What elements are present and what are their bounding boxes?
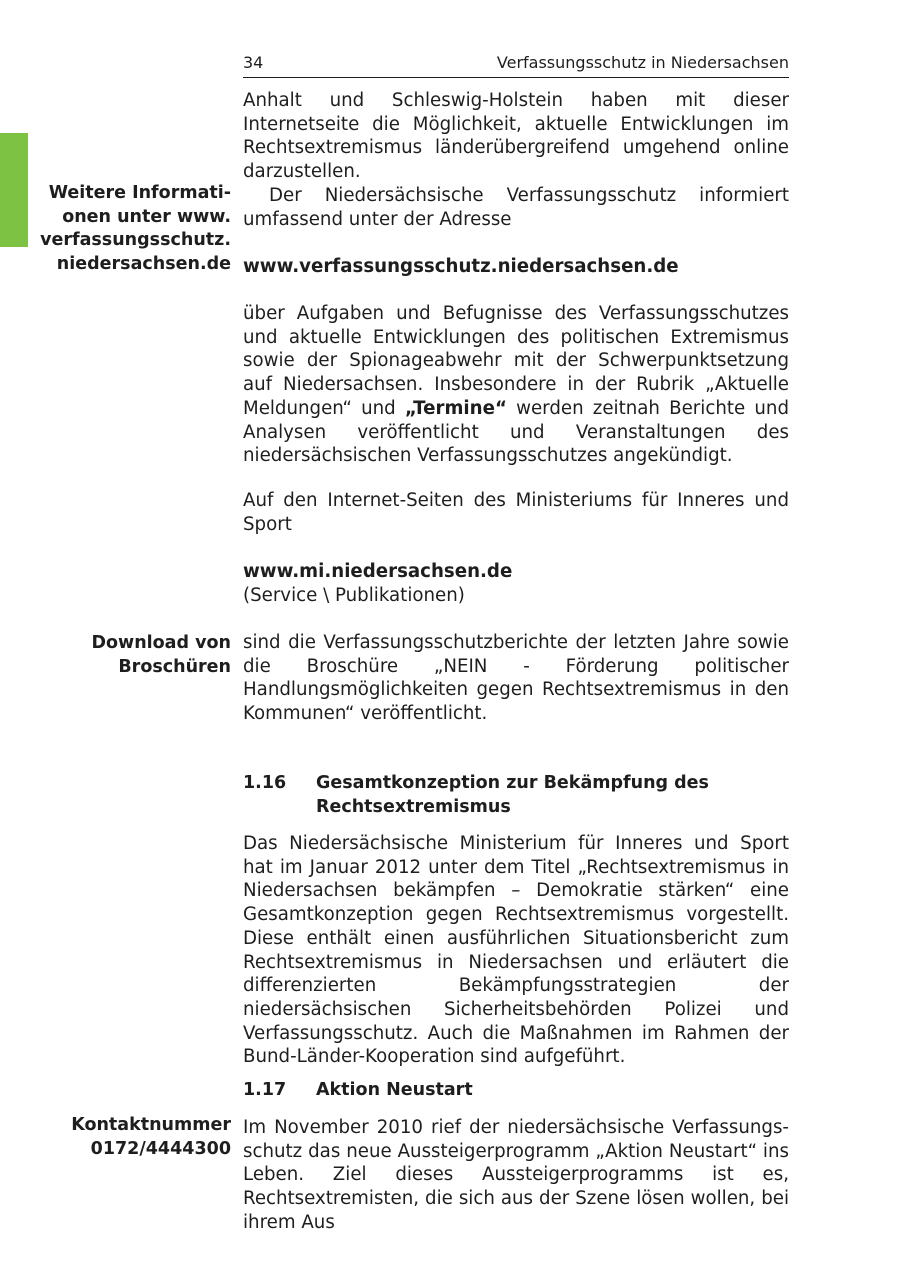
paragraph-reports: sind die Verfassungsschutzberichte der letzten Jahre sowie die Broschüre „NEIN - Förderung politischer Handlungsmöglichkeiten gegen Rechtsextremismus in den Kommunen“ veröffentlicht.: [243, 632, 789, 725]
paragraph-intro: Anhalt und Schleswig-Holstein haben mit dieser Internetseite die Möglichkeit, aktuelle Entwicklungen im Rechtsextremismus länderübergreifend umgehend online darzustellen.: [243, 90, 789, 183]
margin-note-line: Download von: [91, 633, 231, 653]
paragraph-address-intro: Der Niedersächsische Verfassungsschutz informiert umfassend unter der Adresse: [243, 185, 789, 230]
margin-note-line: Kontaktnummer: [71, 1115, 231, 1135]
paragraph-tasks: [243, 302, 789, 468]
margin-note-more-info: [40, 182, 231, 277]
running-title: Verfassungsschutz in Niedersachsen: [496, 53, 789, 72]
termine-label: „Termine“: [404, 397, 507, 419]
section-heading-1-17: [243, 1079, 789, 1103]
section-number: 1.16: [243, 773, 287, 793]
margin-note-download: [40, 632, 231, 679]
margin-note-line: onen unter www.: [62, 206, 231, 227]
section-heading-1-16: [243, 772, 789, 819]
chapter-color-tab: [0, 133, 28, 247]
margin-note-line: 0172/4444300: [90, 1138, 231, 1159]
margin-note-line: Weitere Informati-: [48, 183, 231, 203]
url-ministry[interactable]: www.mi.niedersachsen.de: [243, 561, 513, 582]
paragraph-tasks-text-b: werden zeitnah Berichte und Analysen veröffentlicht und Veranstaltungen des niedersächsischen Verfassungsschutzes angekündigt.: [243, 397, 789, 467]
paragraph-ministry-pages: Auf den Internet-Seiten des Ministeriums für Inneres und Sport: [243, 490, 789, 535]
section-number: 1.17: [243, 1080, 287, 1100]
section-title: Aktion Neustart: [316, 1080, 473, 1100]
paragraph-aktion-neustart: Im November 2010 rief der niedersächsische Verfassungsschutz das neue Aussteigerprogramm „Aktion Neustart“ ins Leben. Ziel dieses Aussteigerprogramms ist es, Rechtsextremisten, die sich aus der Szene lösen wollen, bei ihrem Aus: [243, 1117, 789, 1233]
page-header: [243, 50, 789, 78]
url-verfassungsschutz[interactable]: www.verfassungsschutz.niedersachsen.de: [243, 256, 679, 277]
paragraph-tasks-text-a: über Aufgaben und Befugnisse des Verfassungsschutzes und aktuelle Entwicklungen des politischen Extremismus sowie der Spionageabwehr mit der Schwerpunktsetzung auf Niedersachsen. Insbesondere in der Rubrik „Aktuelle Meldungen“ und: [243, 303, 789, 419]
section-title: Gesamtkonzeption zur Bekämpfung des Rechtsextremismus: [316, 773, 709, 817]
margin-note-line: Broschüren: [118, 656, 231, 677]
margin-note-line: niedersachsen.de: [56, 254, 231, 275]
margin-note-line: verfassungsschutz.: [40, 230, 231, 251]
page-number: 34: [243, 53, 264, 72]
paragraph-gesamtkonzeption: Das Niedersächsische Ministerium für Inneres und Sport hat im Januar 2012 unter dem Titel „Rechtsextremismus in Niedersachsen bekämpfen – Demokratie stärken“ eine Gesamtkonzeption gegen Rechtsextremismus vorgestellt. Diese enthält einen ausführlichen Situationsbericht zum Rechtsextremismus in Niedersachsen und erläutert die differenzierten Bekämpfungsstrategien der niedersächsischen Sicherheitsbehörden Polizei und Verfassungsschutz. Auch die Maßnahmen im Rahmen der Bund-Länder-Kooperation sind aufgeführt.: [243, 833, 789, 1068]
margin-note-contact: [40, 1114, 231, 1161]
url-ministry-path: (Service \ Publikationen): [243, 585, 465, 606]
